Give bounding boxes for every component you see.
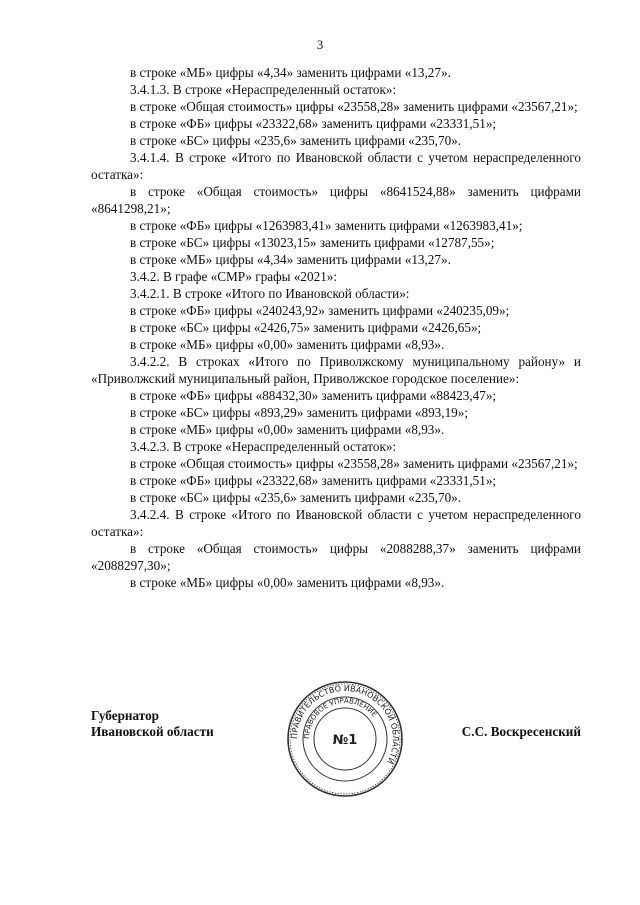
signatory-name: С.С. Воскресенский: [461, 724, 581, 739]
paragraph: в строке «Общая стоимость» цифры «23558,28» заменить цифрами «23567,21»;: [130, 99, 578, 114]
paragraph: 3.4.2.1. В строке «Итого по Ивановской области»:: [130, 286, 410, 301]
seal-center-text: №1: [332, 733, 358, 748]
paragraph: 3.4.2.4. В строке «Итого по Ивановской области с учетом нераспределенного остатка»:: [91, 507, 581, 539]
paragraph: в строке «МБ» цифры «0,00» заменить цифрами «8,93».: [130, 422, 445, 437]
paragraph: в строке «МБ» цифры «0,00» заменить цифрами «8,93».: [130, 337, 445, 352]
paragraph: в строке «МБ» цифры «4,34» заменить цифрами «13,27».: [130, 252, 451, 267]
paragraph: 3.4.1.4. В строке «Итого по Ивановской области с учетом нераспределенного остатка»:: [91, 150, 581, 182]
document-body: [91, 64, 581, 591]
paragraph: в строке «БС» цифры «235,6» заменить цифрами «235,70».: [130, 490, 462, 505]
paragraph: в строке «Общая стоимость» цифры «8641524,88» заменить цифрами «8641298,21»;: [91, 184, 581, 216]
paragraph: 3.4.2.3. В строке «Нераспределенный остаток»:: [130, 439, 397, 454]
paragraph: 3.4.1.3. В строке «Нераспределенный остаток»:: [130, 82, 397, 97]
seal-outer-text: ПРАВИТЕЛЬСТВО ИВАНОВСКОЙ ОБЛАСТИ: [289, 683, 401, 766]
paragraph: в строке «БС» цифры «2426,75» заменить цифрами «2426,65»;: [130, 320, 482, 335]
paragraph: в строке «МБ» цифры «0,00» заменить цифрами «8,93».: [130, 575, 445, 590]
paragraph: в строке «ФБ» цифры «23322,68» заменить цифрами «23331,51»;: [130, 473, 497, 488]
paragraph: в строке «ФБ» цифры «240243,92» заменить цифрами «240235,09»;: [130, 303, 510, 318]
seal-inner-text: ПРАВОВОЕ УПРАВЛЕНИЕ: [302, 696, 379, 740]
official-seal-icon: [286, 680, 404, 798]
paragraph: 3.4.2.2. В строках «Итого по Приволжскому муниципальному району» и «Приволжский муниципальный район, Приволжское городское поселение»:: [91, 354, 581, 386]
paragraph: в строке «ФБ» цифры «1263983,41» заменить цифрами «1263983,41»;: [130, 218, 523, 233]
paragraph: в строке «Общая стоимость» цифры «23558,28» заменить цифрами «23567,21»;: [130, 456, 578, 471]
paragraph: в строке «ФБ» цифры «88432,30» заменить цифрами «88423,47»;: [130, 388, 497, 403]
paragraph: в строке «МБ» цифры «4,34» заменить цифрами «13,27».: [130, 65, 451, 80]
paragraph: в строке «БС» цифры «235,6» заменить цифрами «235,70».: [130, 133, 462, 148]
paragraph: в строке «БС» цифры «893,29» заменить цифрами «893,19»;: [130, 405, 469, 420]
signatory-title: [91, 708, 214, 740]
paragraph: в строке «ФБ» цифры «23322,68» заменить цифрами «23331,51»;: [130, 116, 497, 131]
paragraph: в строке «БС» цифры «13023,15» заменить цифрами «12787,55»;: [130, 235, 495, 250]
paragraph: в строке «Общая стоимость» цифры «2088288,37» заменить цифрами «2088297,30»;: [91, 541, 581, 573]
paragraph: 3.4.2. В графе «СМР» графы «2021»:: [130, 269, 338, 284]
page-number: 3: [316, 37, 324, 52]
signatory-title-line2: Ивановской области: [91, 724, 214, 739]
signatory-title-line1: Губернатор: [91, 708, 159, 723]
